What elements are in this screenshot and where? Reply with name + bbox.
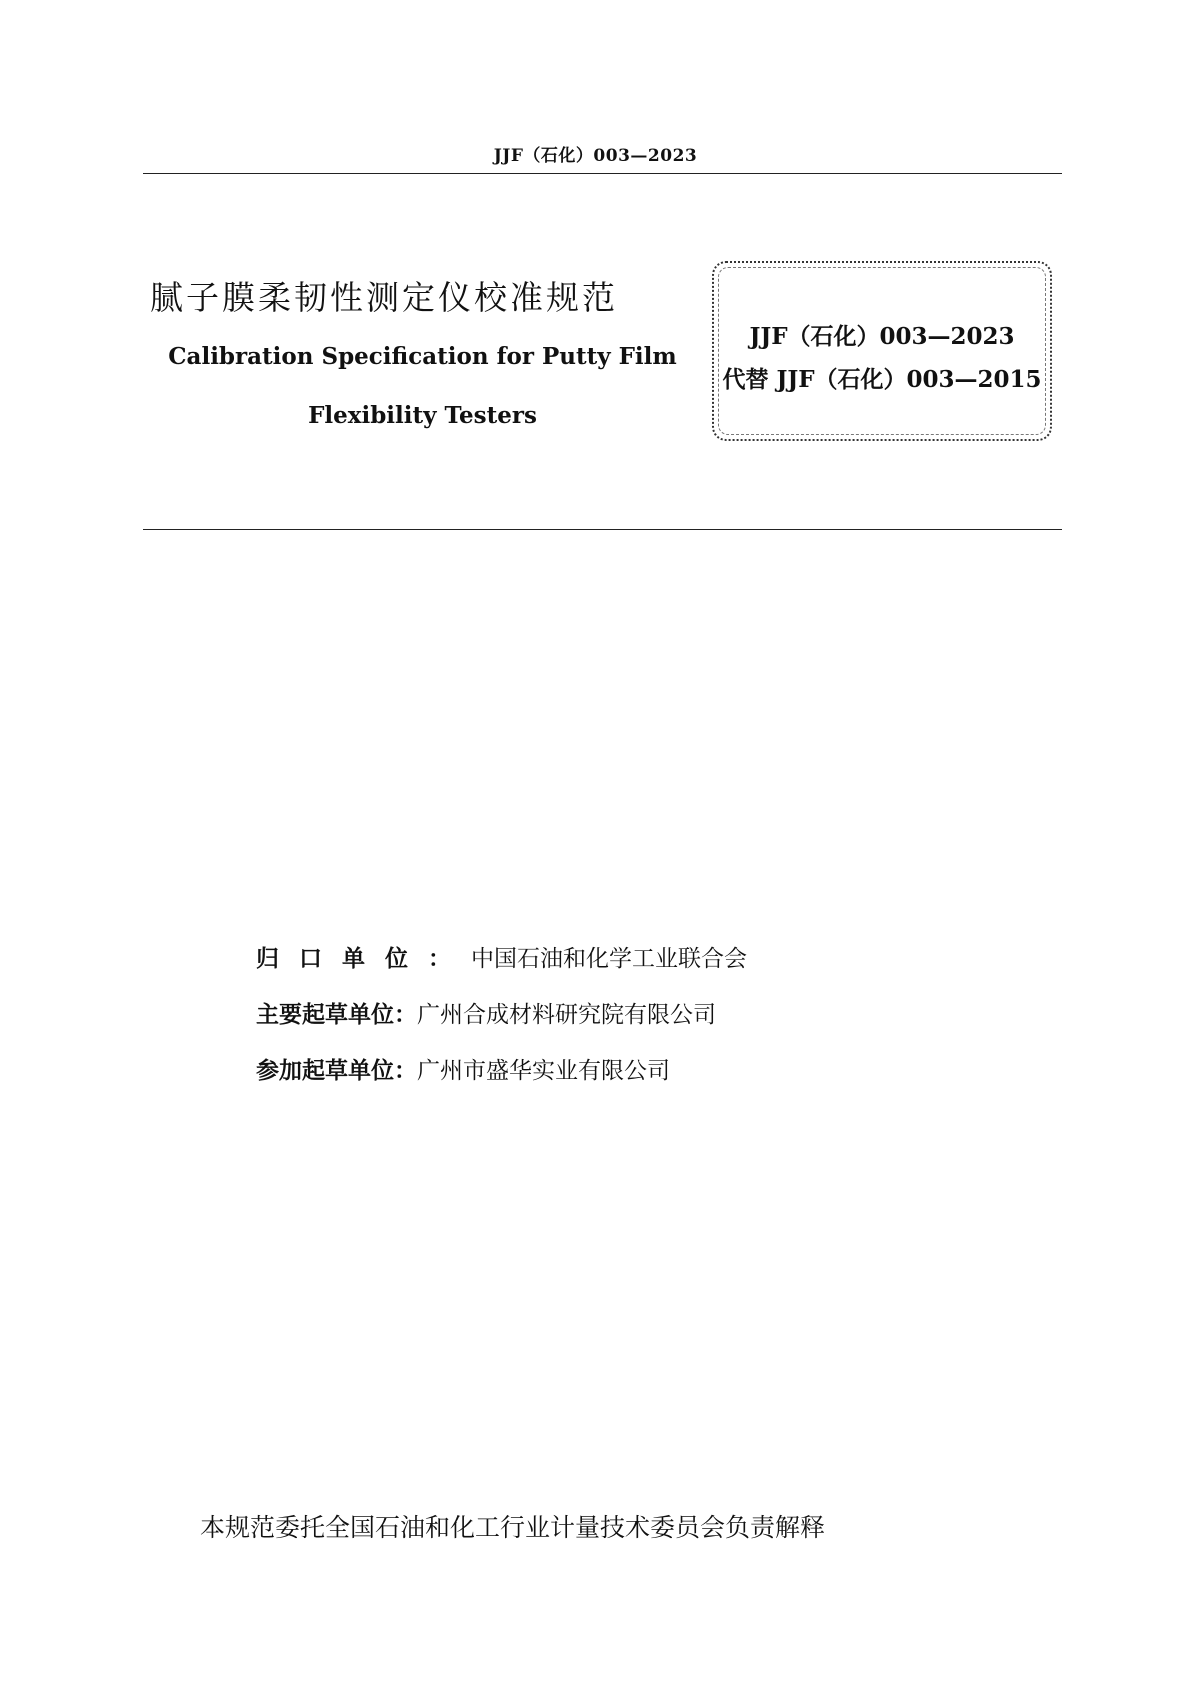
org-value: 广州市盛华实业有限公司 [417, 1058, 670, 1084]
org-label: 归口单位： [256, 946, 471, 972]
org-row-participating-drafter [256, 1052, 747, 1108]
header-code: JJF（石化）003—2023 [493, 146, 698, 166]
standard-code-box [712, 261, 1052, 441]
current-standard-code: JJF（石化）003—2023 [749, 323, 1015, 350]
top-divider [143, 173, 1062, 174]
org-value: 中国石油和化学工业联合会 [471, 946, 747, 972]
org-row-main-drafter [256, 996, 747, 1052]
title-chinese: 腻子膜柔韧性测定仪校准规范 [150, 278, 618, 317]
title-english-line-2: Flexibility Testers [308, 402, 537, 429]
org-label: 参加起草单位： [256, 1058, 417, 1084]
org-row-responsible [256, 940, 747, 996]
org-label: 主要起草单位： [256, 1002, 417, 1028]
replaced-standard-code: 代替 JJF（石化）003—2015 [722, 366, 1042, 393]
organization-list [256, 940, 747, 1108]
org-value: 广州合成材料研究院有限公司 [417, 1002, 716, 1028]
interpretation-note: 本规范委托全国石油和化工行业计量技术委员会负责解释 [200, 1513, 826, 1542]
title-english-line-1: Calibration Specification for Putty Film [168, 343, 677, 370]
middle-divider [143, 529, 1062, 530]
